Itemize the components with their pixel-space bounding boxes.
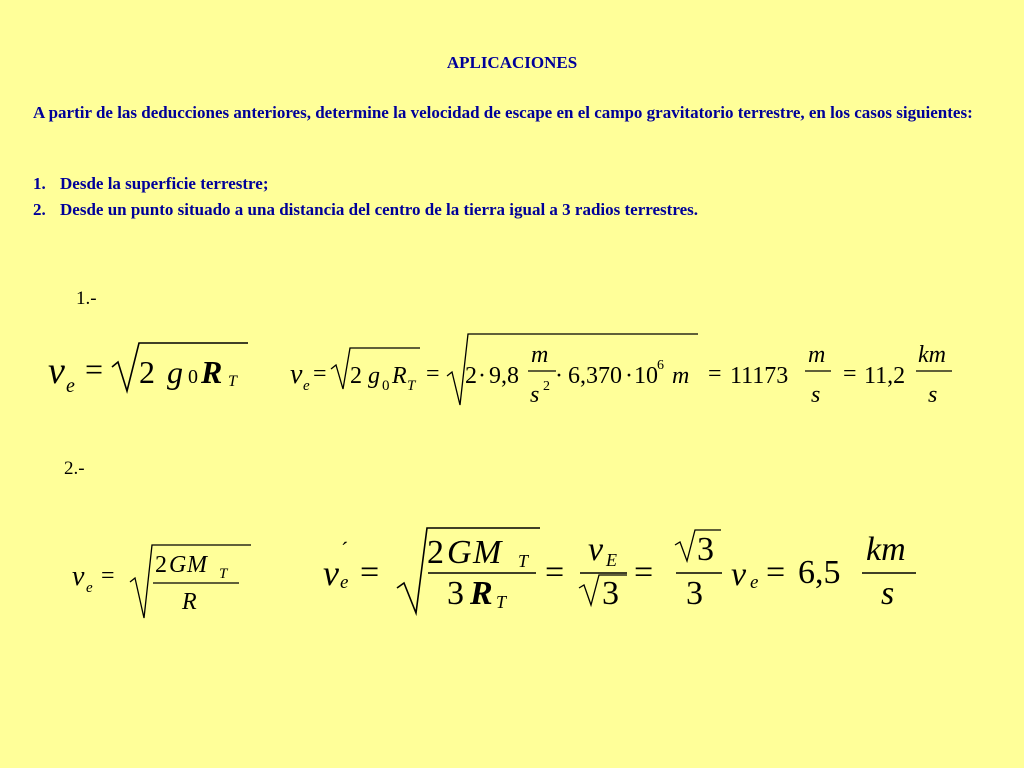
unit-s: s [530,382,540,408]
symbol-g: g [167,354,183,390]
unit-s: s [811,382,821,408]
section-2-label: 2.- [64,458,85,479]
symbol-e: e [750,572,759,593]
page-title: APLICACIONES [446,53,578,72]
symbol-R: R [470,575,493,612]
equals: = [634,554,654,591]
symbol-e: e [86,580,93,596]
list-item-text: Desde un punto situado a una distancia del centro de la tierra igual a 3 radios terrestres. [60,200,698,219]
list-item-text: Desde la superficie terrestre; [60,174,269,193]
symbol-v: v [48,350,65,392]
symbol-two: 2 [350,363,362,389]
value-result: 11173 [730,363,789,389]
unit-m: m [531,342,549,368]
dot: · [478,363,486,389]
value-ten: 10 [634,363,658,389]
equals: = [426,361,440,387]
symbol-M: M [473,534,502,571]
symbol-v: v [731,556,747,593]
symbol-R: R [201,354,223,390]
symbol-two: 2 [155,552,167,578]
unit-m: m [672,363,690,389]
formula-2a [72,545,251,618]
exponent-6: 6 [657,358,664,373]
formula-1a [48,343,248,397]
equals: = [545,554,565,591]
symbol-v: v [323,553,339,593]
symbol-v: v [290,359,303,390]
symbol-three: 3 [686,575,703,612]
symbol-e: e [303,378,310,394]
symbol-R: R [182,589,197,615]
symbol-zero: 0 [188,366,198,388]
symbol-two: 2 [465,363,477,389]
unit-km: km [866,531,906,568]
symbol-prime: ´ [341,537,349,562]
symbol-T: T [228,373,237,390]
section-1-label: 1.- [76,288,97,309]
symbol-three: 3 [447,575,464,612]
intro-paragraph: A partir de las deducciones anteriores, determine la velocidad de escape en el campo gravitatorio terrestre, en los casos siguientes: [33,103,973,122]
symbol-v: v [72,561,85,592]
equals: = [843,361,857,387]
symbol-T: T [219,566,228,582]
unit-s: s [928,382,938,408]
formula-1b [290,334,952,408]
equals: = [360,554,380,591]
symbol-e: e [66,375,75,397]
equals: = [708,361,722,387]
symbol-T: T [518,551,529,571]
symbol-zero: 0 [382,378,390,394]
symbol-R: R [392,363,407,389]
symbol-E: E [606,550,617,570]
symbol-three: 3 [697,531,714,568]
value-result: 6,5 [798,554,841,591]
unit-m: m [808,342,826,368]
symbol-T: T [496,592,507,612]
unit-s: s [881,575,895,612]
symbol-e: e [340,572,349,593]
exponent-2: 2 [543,379,550,394]
symbol-M: M [187,552,207,578]
equals: = [313,361,327,387]
value-rt: 6,370 [568,363,622,389]
equals: = [101,563,115,589]
list-item-number: 2. [33,200,46,219]
dot: · [625,363,633,389]
formula-2b [323,528,916,613]
unit-km: km [918,342,946,368]
value-g0: 9,8 [489,363,519,389]
equals: = [85,351,104,387]
symbol-v: v [588,531,604,568]
symbol-G: G [169,552,187,578]
symbol-two: 2 [427,534,444,571]
list-item-number: 1. [33,174,46,193]
value-result-km: 11,2 [864,363,906,389]
dot: · [555,363,563,389]
symbol-G: G [447,534,472,571]
symbol-three: 3 [602,575,619,612]
symbol-T: T [407,378,416,394]
symbol-two: 2 [139,354,155,390]
symbol-g: g [368,363,380,389]
equals: = [766,554,786,591]
